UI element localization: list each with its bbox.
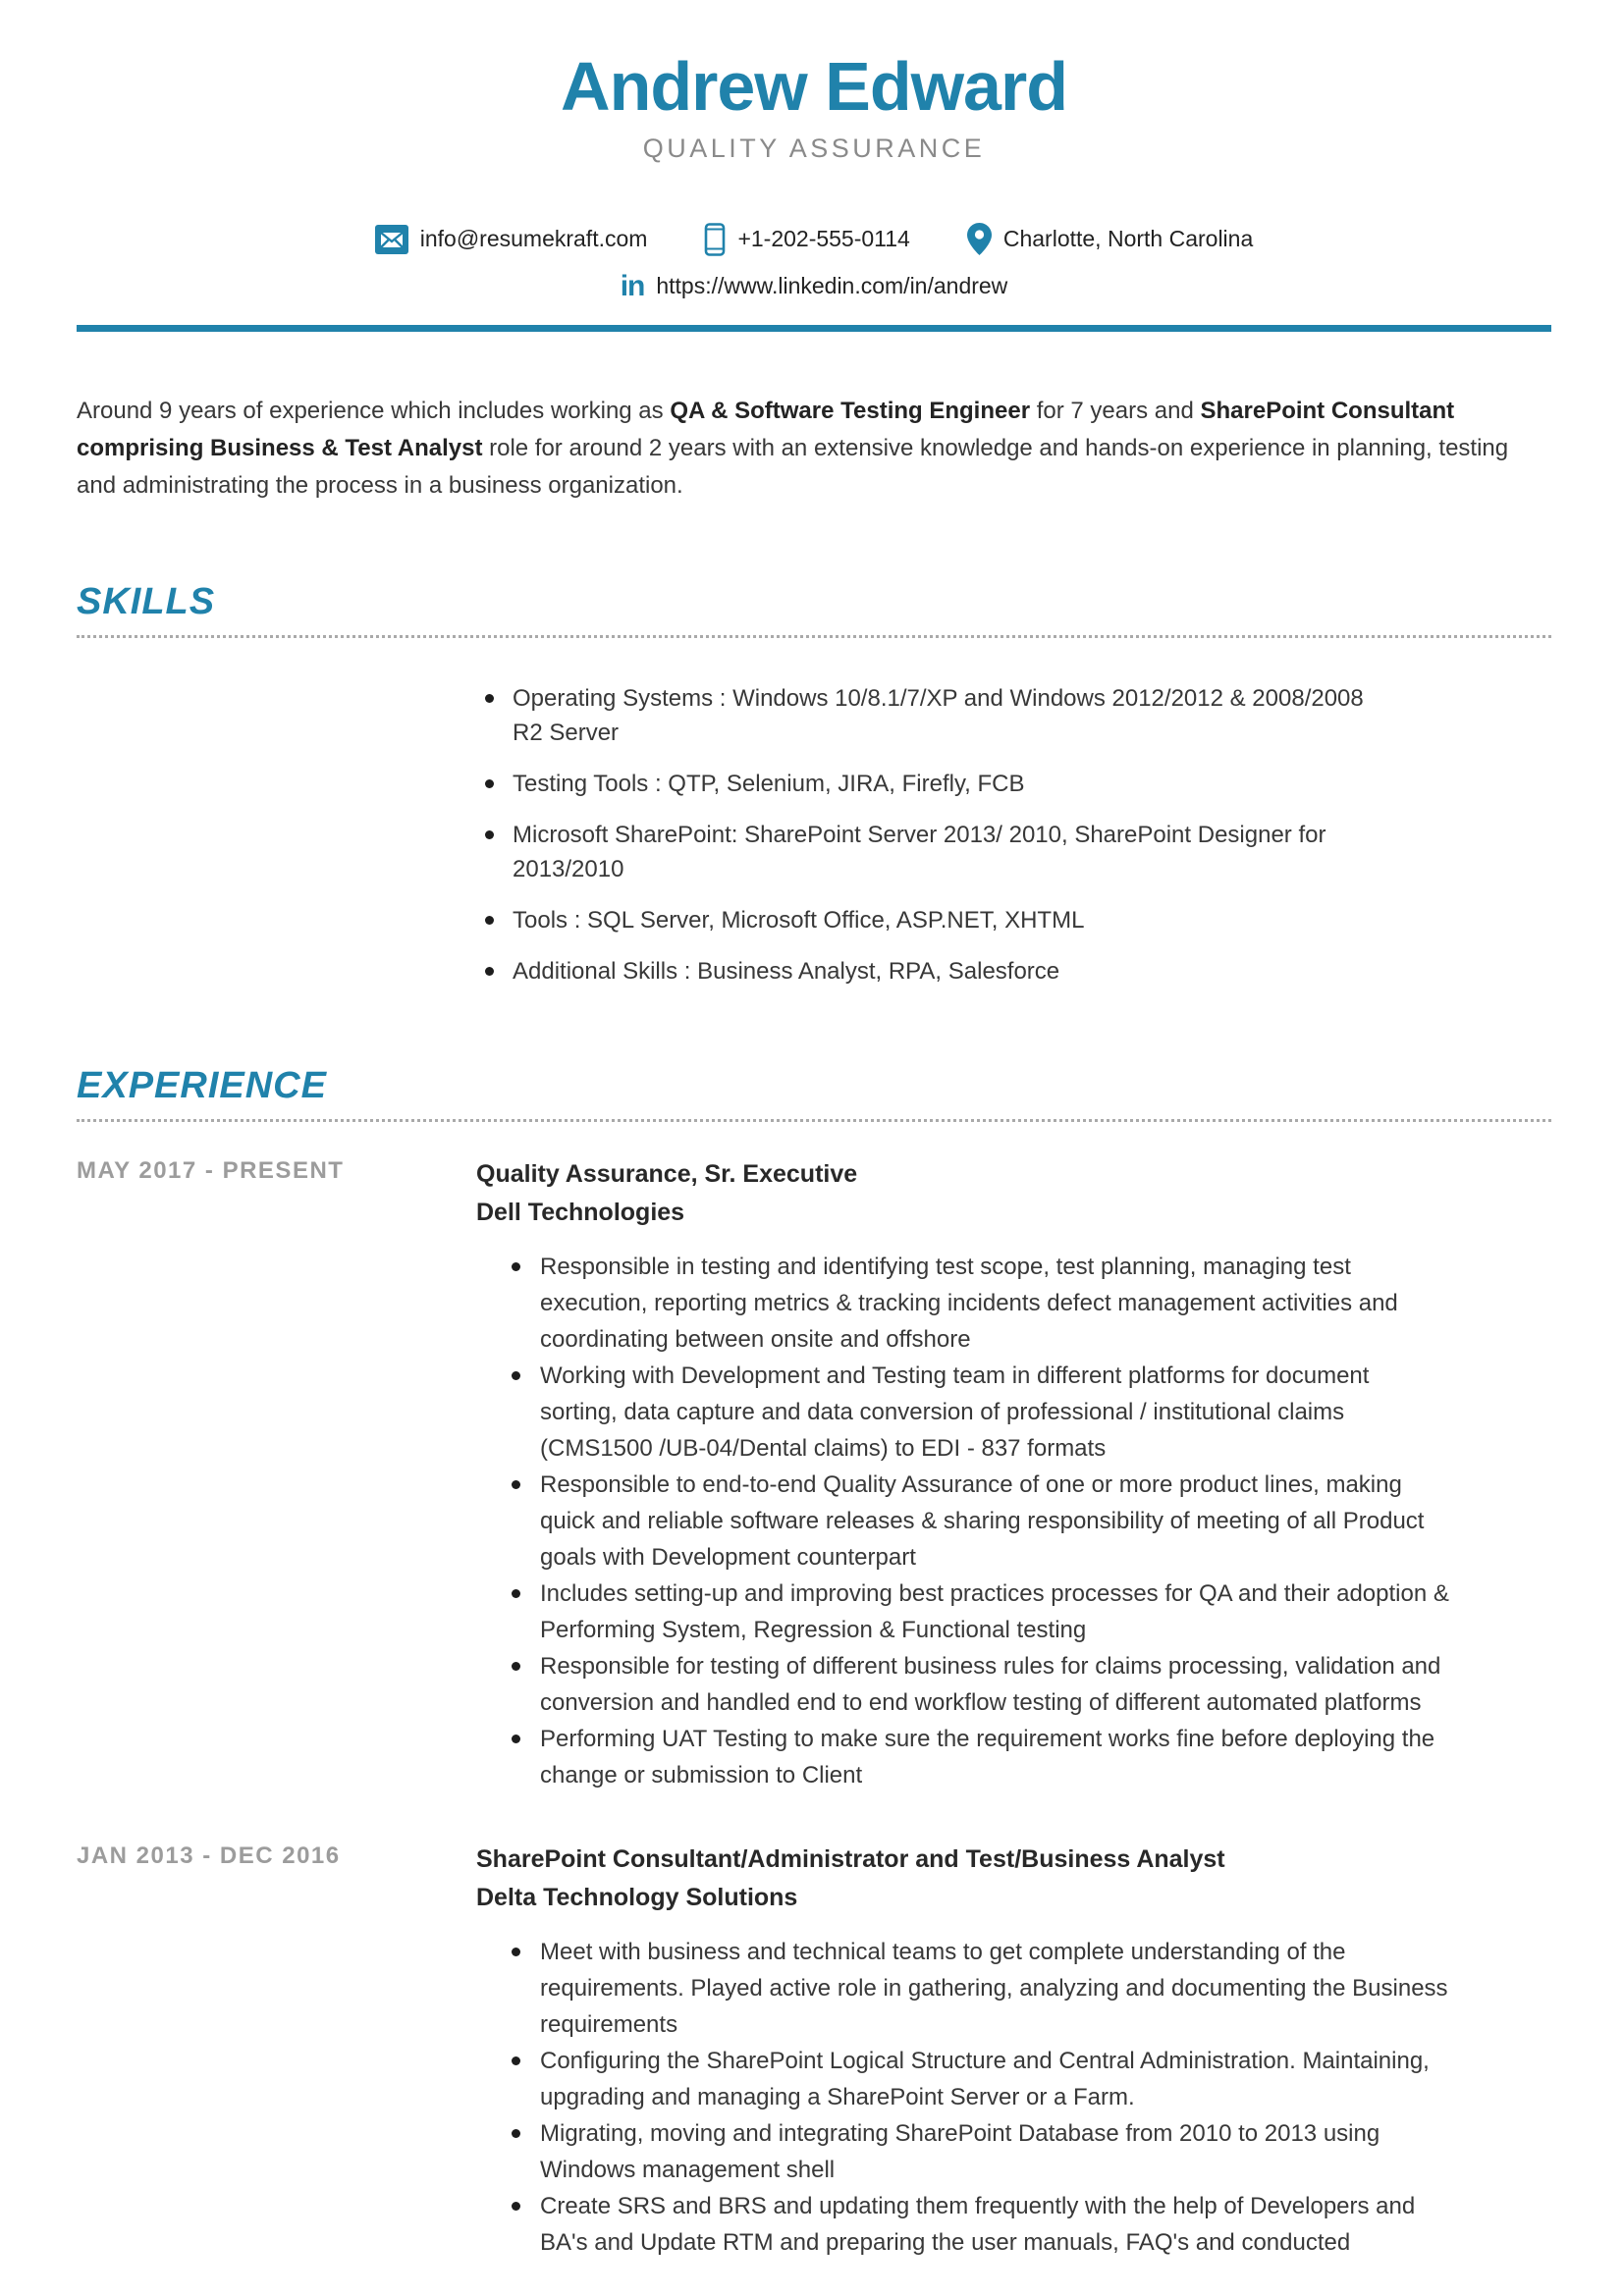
- skill-item: Operating Systems : Windows 10/8.1/7/XP and Windows 2012/2012 & 2008/2008 R2 Server: [481, 681, 1394, 750]
- summary-segment: Around 9 years of experience which includes working as: [77, 397, 671, 424]
- contact-location-text: Charlotte, North Carolina: [1002, 226, 1254, 251]
- skills-section: [77, 581, 1551, 988]
- contact-email: [375, 225, 648, 254]
- phone-icon: [704, 223, 726, 256]
- job-bullet: Performing UAT Testing to make sure the requirement works fine before deploying the change or submission to Client: [508, 1721, 1450, 1793]
- job-bullet: Create SRS and BRS and updating them frequently with the help of Developers and BA's and Update RTM and preparing the user manuals, FAQ's and conducted: [508, 2188, 1450, 2261]
- location-icon: [967, 223, 992, 255]
- job-bullet: Includes setting-up and improving best practices processes for QA and their adoption & Performing System, Regression & Functional testing: [508, 1575, 1450, 1648]
- experience-section: [77, 1065, 1551, 2261]
- job-details: [476, 1841, 1551, 2261]
- job-dates: JAN 2013 - DEC 2016: [77, 1842, 341, 1869]
- job-bullet: Responsible to end-to-end Quality Assurance of one or more product lines, making quick and reliable software releases & sharing responsibility of meeting of all Product goals with Development counterpart: [508, 1467, 1450, 1575]
- skills-list: [481, 681, 1394, 988]
- contact-phone: [704, 223, 909, 256]
- skill-item: Testing Tools : QTP, Selenium, JIRA, Firefly, FCB: [481, 767, 1394, 801]
- summary-segment: role for around 2 years with an extensive knowledge and hands-on experience in planning, testing and administrating the process in a business organization.: [77, 434, 1509, 499]
- job-dates: MAY 2017 - PRESENT: [77, 1156, 345, 1184]
- job-entry: [77, 1841, 1551, 2261]
- job-bullet: Working with Development and Testing team in different platforms for document sorting, data capture and data conversion of professional / institutional claims (CMS1500 /UB-04/Dental claims) to EDI - 837 formats: [508, 1358, 1450, 1467]
- linkedin-row: [77, 269, 1551, 302]
- job-title: Quality Assurance, Sr. Executive: [476, 1159, 858, 1188]
- skill-item: Microsoft SharePoint: SharePoint Server 2013/ 2010, SharePoint Designer for 2013/2010: [481, 818, 1394, 886]
- email-icon: [375, 225, 408, 254]
- job-bullet: Migrating, moving and integrating SharePoint Database from 2010 to 2013 using Windows management shell: [508, 2115, 1450, 2188]
- contact-email-text: info@resumekraft.com: [419, 226, 648, 251]
- job-bullet-list: [508, 1249, 1450, 1793]
- contact-row: [77, 223, 1551, 256]
- experience-divider: [77, 1119, 1551, 1122]
- skills-divider: [77, 635, 1551, 638]
- skill-item: Additional Skills : Business Analyst, RPA, Salesforce: [481, 954, 1394, 988]
- job-entry: [77, 1155, 1551, 1793]
- job-bullet: Configuring the SharePoint Logical Structure and Central Administration. Maintaining, upgrading and managing a SharePoint Server or a Farm.: [508, 2043, 1450, 2115]
- experience-heading: EXPERIENCE: [77, 1064, 327, 1106]
- summary-paragraph: [77, 393, 1551, 505]
- header-divider: [77, 325, 1551, 332]
- contact-location: [967, 223, 1253, 255]
- linkedin-url: https://www.linkedin.com/in/andrew: [656, 273, 1008, 298]
- linkedin-icon: in: [620, 269, 645, 302]
- person-role: QUALITY ASSURANCE: [642, 133, 986, 163]
- job-bullet: Meet with business and technical teams to get complete understanding of the requirements. Played active role in gathering, analyzing and documenting the Business requirements: [508, 1934, 1450, 2043]
- job-company: Delta Technology Solutions: [476, 1883, 798, 1911]
- skills-heading: SKILLS: [77, 580, 216, 622]
- skill-item: Tools : SQL Server, Microsoft Office, ASP.NET, XHTML: [481, 903, 1394, 937]
- job-title: SharePoint Consultant/Administrator and Test/Business Analyst: [476, 1844, 1225, 1873]
- person-name: Andrew Edward: [561, 48, 1067, 125]
- job-details: [476, 1155, 1551, 1793]
- job-bullet: Responsible in testing and identifying test scope, test planning, managing test execution, reporting metrics & tracking incidents defect management activities and coordinating between onsite and offshore: [508, 1249, 1450, 1358]
- summary-segment: for 7 years and: [1030, 397, 1201, 424]
- resume-header: [77, 48, 1551, 332]
- job-bullet-list: [508, 1934, 1450, 2261]
- job-company: Dell Technologies: [476, 1198, 685, 1226]
- summary-segment-bold: SharePoint Consultant comprising Business & Test Analyst: [77, 397, 1455, 461]
- job-bullet: Responsible for testing of different business rules for claims processing, validation and conversion and handled end to end workflow testing of different automated platforms: [508, 1648, 1450, 1721]
- summary-segment-bold: QA & Software Testing Engineer: [670, 397, 1031, 424]
- contact-phone-text: +1-202-555-0114: [737, 226, 910, 251]
